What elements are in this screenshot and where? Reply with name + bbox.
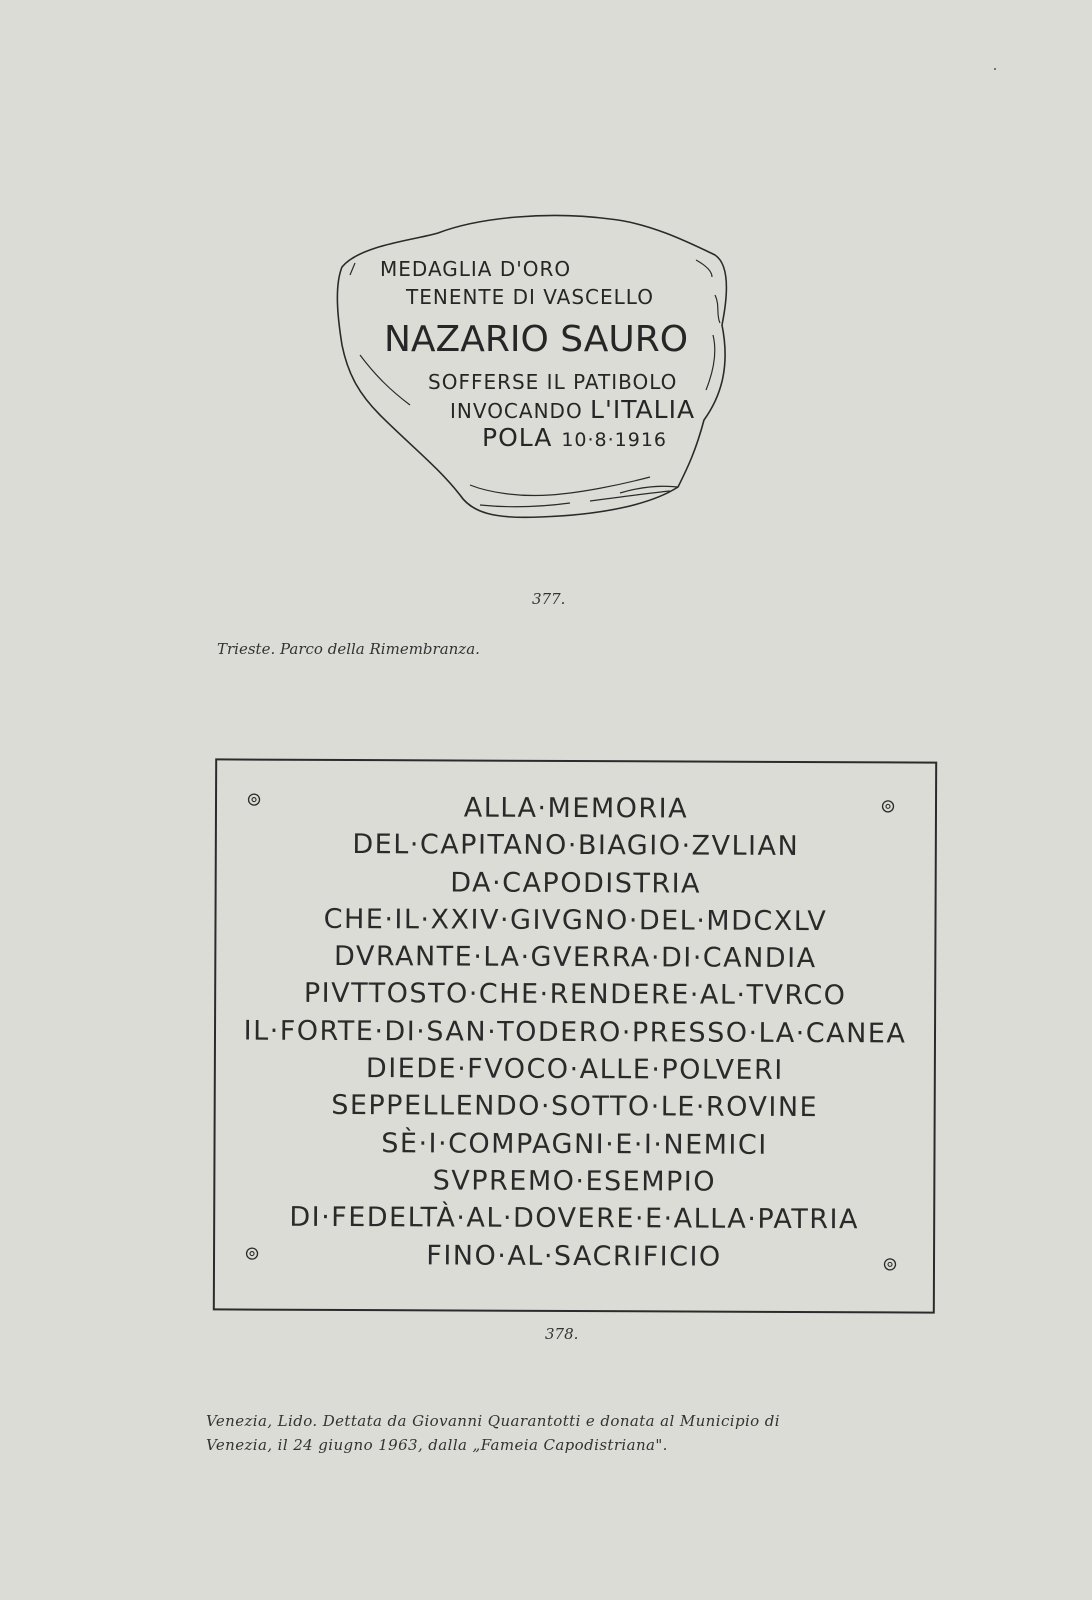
speck [994,68,996,70]
plaque-line: CHE·IL·XXIV·GIVGNO·DEL·MDCXLV [323,903,828,937]
plaque-line: SVPREMO·ESEMPIO [432,1165,717,1198]
caption-378-line2: Venezia, il 24 giugno 1963, dalla „Fameia Capodistriana". [206,1436,668,1454]
stone-line-5b: L'ITALIA [590,395,696,424]
plaque-line: SEPPELLENDO·SOTTO·LE·ROVINE [331,1090,819,1124]
plaque-line: FINO·AL·SACRIFICIO [426,1239,722,1273]
plaque-line: PIVTTOSTO·CHE·RENDERE·AL·TVRCO [303,978,847,1012]
rect-plaque [213,758,937,1313]
stone-plaque-drawing [320,205,750,535]
plaque-line: DI·FEDELTÀ·AL·DOVERE·E·ALLA·PATRIA [289,1202,860,1236]
plaque-inscription [215,788,935,1276]
plaque-line: DVRANTE·LA·GVERRA·DI·CANDIA [334,941,817,975]
plaque-line: DIEDE·FVOCO·ALLE·POLVERI [365,1053,784,1086]
plaque-line: SÈ·I·COMPAGNI·E·I·NEMICI [381,1127,768,1161]
plaque-line: DA·CAPODISTRIA [450,867,702,900]
stone-line-6 [482,423,667,452]
stone-line-6a: POLA [482,423,562,452]
figure-number-378: 378. [545,1325,579,1343]
stone-line-5 [450,395,695,424]
stone-line-name: NAZARIO SAURO [384,319,689,360]
stone-line-5a: INVOCANDO [450,399,591,423]
stone-line-1: MEDAGLIA D'ORO [380,257,572,281]
stone-line-4: SOFFERSE IL PATIBOLO [428,370,678,394]
stone-line-6b: 10·8·1916 [561,429,668,451]
caption-378-line1: Venezia, Lido. Dettata da Giovanni Quarantotti e donata al Municipio di [206,1412,780,1430]
plaque-line: DEL·CAPITANO·BIAGIO·ZVLIAN [352,829,800,863]
plaque-line: IL·FORTE·DI·SAN·TODERO·PRESSO·LA·CANEA [243,1015,907,1050]
caption-377: Trieste. Parco della Rimembranza. [217,640,480,658]
stone-line-2: TENENTE DI VASCELLO [406,285,654,309]
plaque-line: ALLA·MEMORIA [463,792,689,825]
figure-number-377: 377. [532,590,566,608]
